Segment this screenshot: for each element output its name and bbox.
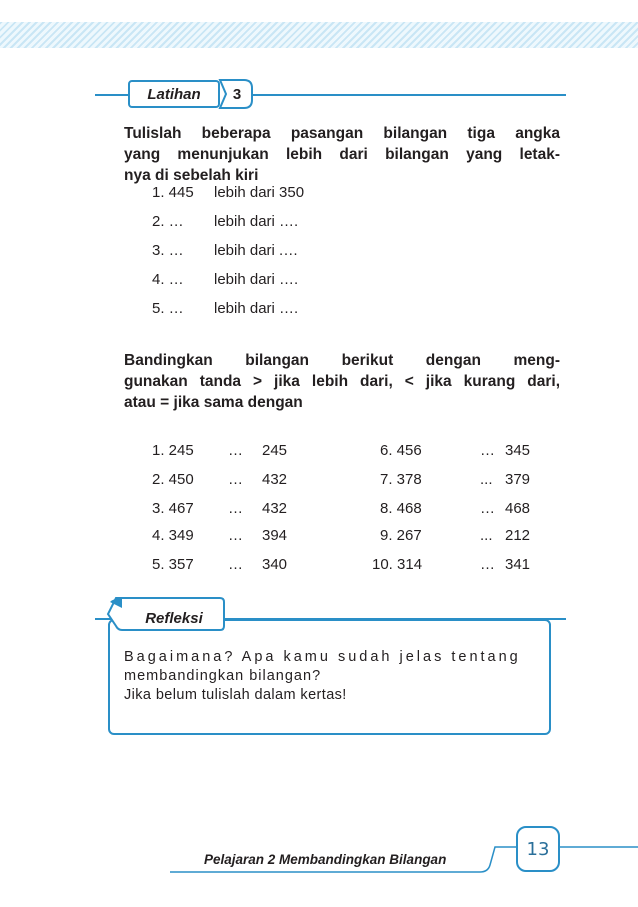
- cmp-dots2: …: [480, 442, 495, 459]
- top-decorative-band: [0, 22, 638, 48]
- instruction-1-line: yang menunjukan lebih dari bilangan yang letak-: [124, 146, 560, 163]
- cmp-dots2: …: [480, 500, 495, 517]
- list-item-right: lebih dari 350: [214, 184, 305, 201]
- list-item-left: 1. 445: [152, 184, 194, 201]
- cmp-left: 3. 467: [152, 500, 194, 517]
- refleksi-label: Refleksi: [145, 609, 203, 627]
- list-item-left: 5. …: [152, 300, 184, 317]
- cmp-dots2: …: [480, 556, 495, 573]
- cmp-dots: …: [228, 442, 243, 459]
- list-item-right: lebih dari .…: [214, 242, 299, 259]
- refleksi-text: [124, 648, 546, 705]
- cmp-dots: …: [228, 500, 243, 517]
- footer-title: Pelajaran 2 Membandingkan Bilangan: [204, 852, 447, 867]
- list-item-left: 3. …: [152, 242, 184, 259]
- cmp-right: 340: [262, 556, 288, 573]
- cmp-dots2: ...: [480, 527, 493, 544]
- latihan-tag: [128, 80, 220, 108]
- page-number: 13: [516, 826, 560, 872]
- cmp-right2: 468: [505, 500, 531, 517]
- instruction-1-line: nya di sebelah kiri: [124, 167, 259, 184]
- instruction-2-line: Bandingkan bilangan berikut dengan meng-: [124, 352, 560, 369]
- refleksi-line: membandingkan bilangan?: [124, 668, 322, 684]
- cmp-dots2: ...: [480, 471, 493, 488]
- cmp-right: 432: [262, 471, 288, 488]
- list-item-left: 2. …: [152, 213, 184, 230]
- cmp-dots: …: [228, 471, 243, 488]
- instruction-1: [124, 123, 560, 186]
- instruction-2: [124, 350, 560, 413]
- cmp-left: 2. 450: [152, 471, 194, 488]
- cmp-right2: 345: [505, 442, 531, 459]
- cmp-left2: 9. 267: [380, 527, 422, 544]
- list-item-right: lebih dari ….: [214, 271, 299, 288]
- refleksi-line: Jika belum tulislah dalam kertas!: [124, 687, 347, 703]
- cmp-right2: 212: [505, 527, 531, 544]
- latihan-label: Latihan: [147, 85, 201, 103]
- instruction-2-line: gunakan tanda > jika lebih dari, < jika kurang dari,: [124, 373, 560, 390]
- cmp-left: 4. 349: [152, 527, 194, 544]
- cmp-left2: 8. 468: [380, 500, 422, 517]
- cmp-right2: 341: [505, 556, 531, 573]
- cmp-right: 245: [262, 442, 288, 459]
- instruction-2-line: atau = jika sama dengan: [124, 394, 303, 411]
- cmp-dots: …: [228, 556, 243, 573]
- refleksi-line: Bagaimana? Apa kamu sudah jelas tentang: [124, 649, 521, 665]
- cmp-left2: 10. 314: [372, 556, 423, 573]
- cmp-left: 5. 357: [152, 556, 194, 573]
- cmp-left: 1. 245: [152, 442, 194, 459]
- instruction-1-line: Tulislah beberapa pasangan bilangan tiga angka: [124, 125, 560, 142]
- list-item-left: 4. …: [152, 271, 184, 288]
- cmp-right2: 379: [505, 471, 531, 488]
- latihan-rule-left: [95, 94, 130, 96]
- latihan-number: 3: [232, 85, 242, 103]
- cmp-right: 432: [262, 500, 288, 517]
- list-item-right: lebih dari ….: [214, 300, 299, 317]
- cmp-right: 394: [262, 527, 288, 544]
- cmp-left2: 6. 456: [380, 442, 422, 459]
- cmp-left2: 7. 378: [380, 471, 422, 488]
- latihan-rule-right: [252, 94, 566, 96]
- cmp-dots: …: [228, 527, 243, 544]
- list-item-right: lebih dari ….: [214, 213, 299, 230]
